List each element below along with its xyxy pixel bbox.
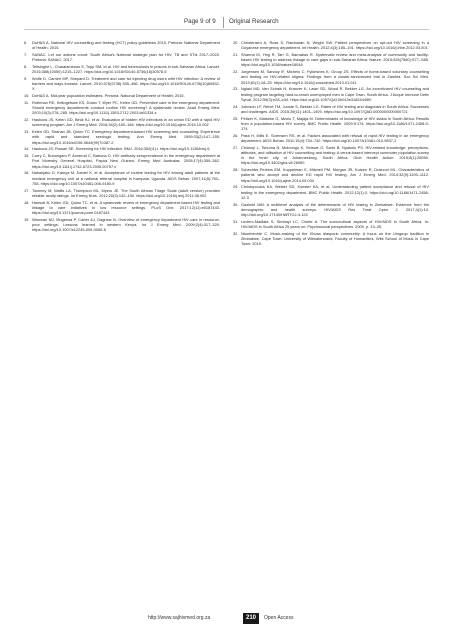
reference-number: 19. xyxy=(24,216,30,222)
reference-number: 18. xyxy=(24,199,30,205)
reference-number: 12. xyxy=(24,117,30,123)
reference-number: 22. xyxy=(233,69,239,75)
reference-text: Twomey M, Wallis LA, Thompson ML, Myers JE. The South African Triage Scale (adult version) provides reliable acuity ratings. Int Emerg Nurs. 2012;20(3):142–150. https://doi.org/10.1016/j.ienj.2011.08.002 xyxy=(32,187,220,198)
reference-item xyxy=(24,52,220,62)
reference-text: Haukoos JS, Kelen GD, Beck KJ, et al. Evaluation of hidden HIV infections in an urban ED with a rapid HIV screening program. Am J Emerg Med. 2016;34(2):180–184. https://doi.org/10.1016/j.ajem.2015.10.002 xyxy=(32,117,220,128)
reference-text: Curry C, Bunungam P, Annerud C, Babona D. HIV antibody seroprevalence in the emergency department at Port Moresby General Hospital, Papua New Guinea. Emerg Med Australas. 2005;17(4):359–362. https://doi.org/10.1111/j.1742-6723.2005.00757.x xyxy=(32,153,220,169)
reference-number: 7. xyxy=(24,52,28,57)
reference-item xyxy=(233,202,429,218)
reference-item xyxy=(24,93,220,98)
reference-item xyxy=(233,116,429,132)
header-divider xyxy=(223,17,224,28)
reference-number: 24. xyxy=(233,103,239,109)
references-left-column xyxy=(24,40,220,234)
reference-number: 17. xyxy=(24,187,30,193)
reference-item xyxy=(233,52,429,68)
reference-number: 23. xyxy=(233,86,239,92)
reference-number: 25. xyxy=(233,115,239,121)
reference-number: 14. xyxy=(24,146,30,152)
reference-text: Johnson LF, Rehle TM, Jooste S, Bekker LG. Rates of HIV testing and diagnosis in South Africa: Successes and challenges. AIDS. 2015;29(11):1401–1409. https://doi.org/10.1097/QAD.0000000000000721 xyxy=(241,103,429,114)
reference-text: Waxman MJ, Mugerwa P, Carter AJ, Dagnew N. Overview of emergency department HIV care in resource-poor settings: Lessons learned in western Kenya. Int J Emerg Med. 2009;2(4):317–320. https://doi.org/10.1007/s12245-009-0065-8 xyxy=(32,216,220,233)
reference-number: 28. xyxy=(233,167,239,173)
reference-item xyxy=(233,133,429,143)
reference-text: Sharma M, Ying R, Tarr G, Barnabas R. Systematic review and meta-analysis of community and facility-based HIV testing to address linkage to care gaps in sub-Saharan Africa. Nature. 2015;528(7580):S77–S85. https://doi.org/10.1038/nature16044 xyxy=(241,52,429,68)
reference-number: 31. xyxy=(233,218,239,224)
reference-text: Ntombenhle C. Music-making of the Xhosa diasporic community: A focus on the Umguqo tradition in Zimbabwe. Cape Town: University of Witwatersrand, Faculty of Humanities, Wits School of Music in Cape Town; 2019. xyxy=(241,230,429,247)
page-number-label: Page 9 of 9 xyxy=(184,18,216,25)
reference-number: 16. xyxy=(24,170,30,176)
reference-item xyxy=(233,40,429,50)
reference-text: Nglazi MD, Van Schaik N, Kranzer K, Lawn SD, Wood R, Bekker LG. An incentivized HIV counseling and testing program targeting hard-to-reach unemployed men in Cape Town, South Africa. J Acquir Immune Defic Syndr. 2012;59(3):e28–e34. https://doi.org/10.1097/QAI.0b013e31824445f0 xyxy=(241,86,429,102)
reference-item xyxy=(24,153,220,169)
reference-number: 27. xyxy=(233,144,239,150)
reference-text: Gazimbi MM. A multilevel analysis of the determinants of HIV testing in Zimbabwe: Evidence from the demographic and health surveys. HIV/AIDS Res Treat Open J. 2017;4(1):14. http://doi.org/10.17140/HARTOJ-4-124 xyxy=(241,201,429,218)
reference-text: DoH&S A. Mid-year population estimates. Pretoria: National Department of Health; 2015. xyxy=(32,93,185,99)
page-number-badge: 210 xyxy=(243,613,259,624)
reference-text: Schechter-Perkins EM, Koppelman E, Mitchell PM, Morgan JR, Kutzen R, Drainoni ML. Characteristics of patients who accept and decline ED rapid HIV testing. Am J Emerg Med. 2014;32(9):1109–1112. https://doi.org/10.1016/j.ajem.2014.05.034 xyxy=(241,167,429,183)
reference-item xyxy=(24,76,220,92)
reference-item xyxy=(24,117,220,127)
reference-number: 6. xyxy=(24,40,28,45)
reference-text: DoH&S A. National HIV counselling and testing (HCT) policy guidelines 2015. Pretoria: National Department of Health; 2015. xyxy=(32,40,220,51)
reference-item xyxy=(233,104,429,114)
reference-text: Leclerc-Madlala S, Simbayi LC, Cloete A. The sociocultural aspects of HIV/AIDS in South Africa. In: HIV/AIDS in South Africa 25 years on: Psychosocial perspectives. 2009. p. 13–25. xyxy=(241,218,429,230)
reference-text: Kelen GD, Shahan JB, Quinn TC. Emergency department-based HIV screening and counseling: Experience with rapid and standard serologic testing. Ann Emerg Med. 1999;33(2):147–155. https://doi.org/10.1016/s0196-0644(99)70387-2 xyxy=(32,129,220,145)
reference-item xyxy=(24,200,220,216)
reference-item xyxy=(233,184,429,200)
reference-number: 10. xyxy=(24,93,30,99)
page-footer xyxy=(0,614,453,628)
reference-item xyxy=(233,219,429,229)
reference-text: Christensen A, Russ S, Rambaran N, Wright SW. Patient perspectives on opt-out HIV screening in a Guyanese emergency department. Int Health. 2012;4(3):185–191. https://doi.org/10.1016/j.inhe.2012.03.001 xyxy=(241,40,429,51)
reference-text: Peltzer K, Matseke G, Mzolo T, Majaja M. Determinants of knowledge of HIV status in South Africa: Results from a population-based HIV survey. BMC Public Health. 2009;9:174. https://doi.org/10.1186/1471-2458-9-174 xyxy=(241,115,429,132)
reference-text: Haukoos JS, Rowan SE. Screening for HIV infection. BMJ. 2016;352(i1):i. https://doi.org/10.1136/bmj.i1 xyxy=(32,146,210,152)
header-rule xyxy=(24,29,429,30)
reference-number: 9. xyxy=(24,76,28,81)
reference-item xyxy=(233,167,429,183)
reference-text: Jurgensen M, Sandoy IF, Michelo C, Fylkesnes K; Group ZS. Effects of home-based voluntary counselling and testing on HIV-related stigma: Findings from a cluster-randomized trial in Zambia. Soc Sci Med. 2013;81(1):18–25. https://doi.org/10.1016/j.socscimed.2013.01.011 xyxy=(241,69,429,85)
page-header xyxy=(24,18,429,32)
journal-url-link[interactable]: http://www.sajhivmed.org.za xyxy=(148,615,211,621)
reference-number: 13. xyxy=(24,129,30,135)
reference-number: 15. xyxy=(24,153,30,159)
reference-text: Rothman RE, Ketlogetswe KS, Dolan T, Wyer PC, Kelen GD. Preventive care in the emergency department: Should emergency departments conduct routine HIV screening? A systematic review. Acad Emerg Med. 2003;10(3):278–285. https://doi.org/10.1111/j.1553-2712.2003.tb01334.x xyxy=(32,100,220,116)
reference-text: SANAC. Let our actions count: South Africa's National strategic plan for HIV, TB and STIs 2017–2022. Pretoria: SANAC; 2017. xyxy=(32,52,220,63)
reference-item xyxy=(24,64,220,74)
reference-item xyxy=(24,100,220,116)
reference-number: 11. xyxy=(24,100,30,105)
reference-item xyxy=(24,40,220,50)
reference-number: 20. xyxy=(233,40,239,45)
reference-item xyxy=(233,69,429,85)
reference-text: Pass H, Mills E, Sorensen RS, et al. Factors associated with refusal of rapid HIV testing in an emergency department. AIDS Behav. 2011;15(4):734–742. https://doi.org/10.1007/s10461-010-9837-2 xyxy=(241,132,429,144)
reference-number: 32. xyxy=(233,230,239,236)
reference-text: Chimoyi L, Tshuma N, Muloongo K, Setswe G, Sarfo B, Nyasulu PS. HIV-related knowledge, perceptions, attitudes, and utilisation of HIV counselling and testing: A venue-based intercept commuter population survey in the inner city of Johannesburg, South Africa. Glob Health Action. 2015;8(1):26950. https://doi.org/10.3402/gha.v8.26950 xyxy=(241,144,429,166)
section-label: Original Research xyxy=(229,18,279,25)
reference-item xyxy=(24,188,220,198)
reference-number: 29. xyxy=(233,184,239,190)
reference-item xyxy=(24,217,220,233)
reference-text: Christopoulos KA, Weiser SD, Koester KA, et al. Understanding patient acceptance and refusal of HIV testing in the emergency department. BMC Public Health. 2012;12(1):3. https://doi.org/10.1186/1471-2458-12-3 xyxy=(241,184,429,200)
reference-item xyxy=(24,170,220,186)
reference-item xyxy=(233,145,429,166)
reference-number: 8. xyxy=(24,64,28,69)
reference-number: 30. xyxy=(233,201,239,207)
reference-item xyxy=(233,86,429,102)
reference-number: 21. xyxy=(233,52,239,57)
reference-item xyxy=(24,146,220,151)
open-access-label: Open Access xyxy=(264,615,294,621)
reference-number: 26. xyxy=(233,132,239,138)
reference-item xyxy=(24,129,220,145)
reference-item xyxy=(233,231,429,247)
reference-text: Telisinghe L, Charalambous S, Topp SM, et al. HIV and tuberculosis in prisons in sub-Saharan Africa. Lancet. 2016;388(10050):1215–1227. https://doi.org/10.1016/S0140-6736(16)30578-5 xyxy=(32,64,220,75)
reference-text: Wolfe D, Carrieri MP, Shepard D. Treatment and care for injecting drug users with HIV infection: A review of barriers and ways forward. Lancet. 2010;376(9738):355–366. https://doi.org/10.1016/S0140-6736(10)60832-X xyxy=(32,76,220,92)
references-section xyxy=(24,40,429,600)
references-right-column xyxy=(233,40,429,248)
reference-text: Nakanjako D, Kamya M, Daniel K, et al. Acceptance of routine testing for HIV among adult patients at the medical emergency unit at a national referral hospital in Kampala, Uganda. AIDS Behav. 2007;11(5):753–758. https://doi.org/10.1007/s10461-006-9180-9 xyxy=(32,170,220,186)
reference-text: Hansoti B, Kelen GD, Quinn TC, et al. A systematic review of emergency department based HIV testing and linkage to care initiatives in low resource settings. PLoS One. 2017;12(11):e0187443. https://doi.org/10.1371/journal.pone.0187443 xyxy=(32,199,220,216)
